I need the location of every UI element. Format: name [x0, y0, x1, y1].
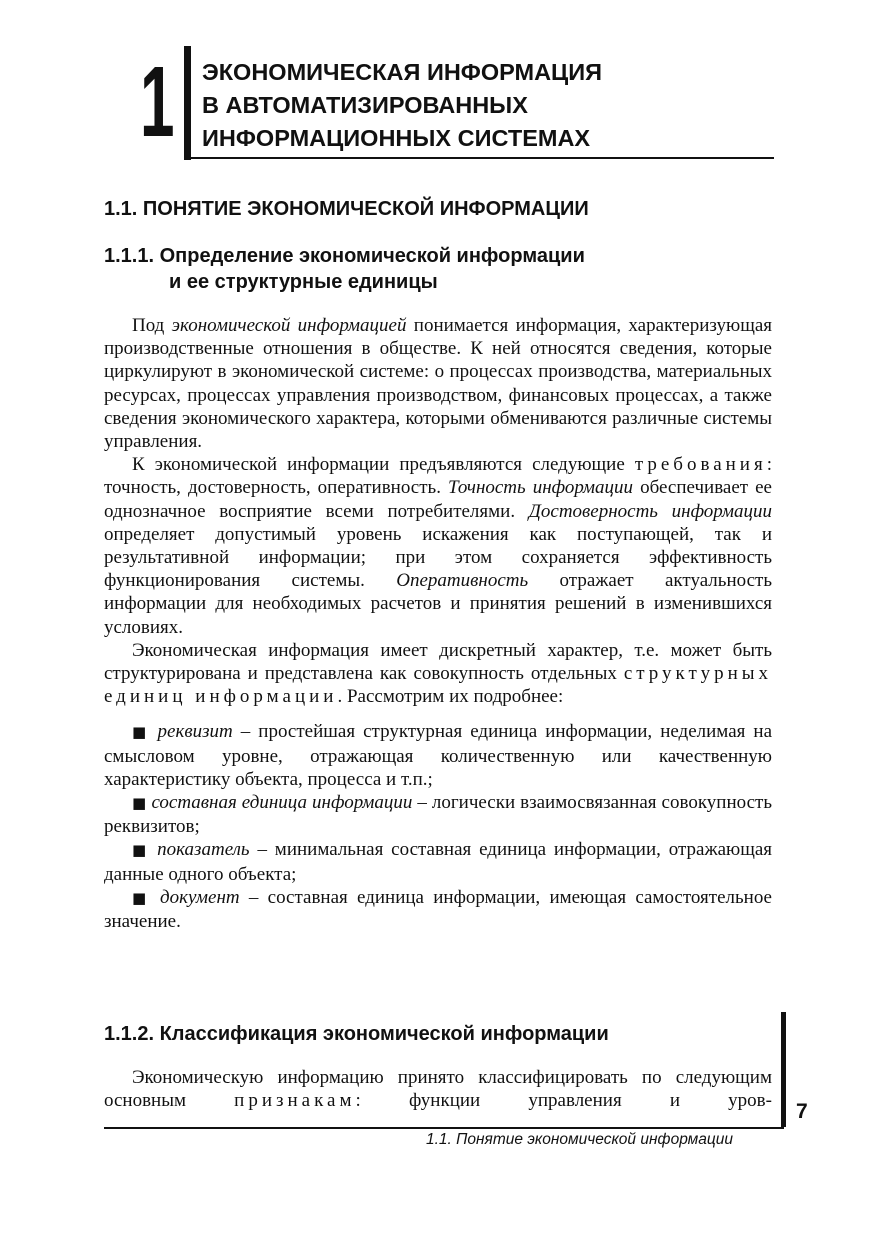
subsection-title: 1.1.2. Классификация экономической информации — [104, 1023, 609, 1045]
spaced-term: структурных единиц информации — [104, 663, 772, 708]
bullet-icon: ■ — [132, 794, 147, 813]
paragraph: Под экономической информацией понимается информация, характеризующая производственные отношения в обществе. К ней относятся сведения, которые циркулируют в экономической системе: о процессах производства, материальных ресурсах, процессах управления производством, финансовых процессах, а также сведения экономического характера, которыми обмениваются различные системы управления. — [104, 315, 772, 453]
footer-rule — [104, 1127, 784, 1129]
subsection-title — [104, 243, 585, 295]
chapter-rule — [184, 157, 774, 159]
list-item: ■ документ – составная единица информации, имеющая самостоятельное значение. — [104, 886, 772, 933]
emphasis-term: экономической информацией — [171, 315, 407, 336]
body-text — [104, 314, 772, 933]
emphasis-term: Точность информации — [448, 477, 634, 499]
chapter-title-line: ЭКОНОМИЧЕСКАЯ ИНФОРМАЦИЯ — [202, 59, 603, 85]
list-item: ■ реквизит – простейшая структурная единица информации, неделимая на смысловом уровне, отражающая количественную или качественную характеристику объекта, процесса и т.п.; — [104, 721, 772, 790]
chapter-number: 1 — [140, 46, 175, 158]
chapter-title-line: ИНФОРМАЦИОННЫХ СИСТЕМАХ — [202, 125, 591, 151]
emphasis-term: Оперативность — [396, 570, 529, 592]
section-title: 1.1. ПОНЯТИЕ ЭКОНОМИЧЕСКОЙ ИНФОРМАЦИИ — [104, 198, 589, 220]
emphasis-term: Достоверность информации — [528, 500, 772, 522]
list-item: ■ показатель – минимальная составная единица информации, отражающая данные одного объекта; — [104, 839, 772, 885]
paragraph: К экономической информации предъявляются следующие требования: точность, достоверность, оперативность. Точность информации обеспечивает ее однозначное восприятие всеми потребителями. Достоверность информации определяет допустимый уровень искажения как поступающей, так и результативной информации; при этом сохраняется эффективность функционирования системы. Оперативность отражает актуальность информации для необходимых расчетов и принятия решений в изменившихся условиях. — [104, 454, 772, 638]
bullet-icon: ■ — [132, 723, 150, 742]
body-text — [104, 1066, 772, 1112]
paragraph: Экономическую информацию принято классифицировать по следующим основным признакам: функции управления и уров- — [104, 1067, 772, 1112]
list-item-term: документ — [159, 886, 240, 908]
subsection-title-line2: и ее структурные единицы — [169, 271, 438, 293]
page-number: 7 — [796, 1100, 808, 1123]
list-item-term: составная единица информации — [151, 792, 413, 814]
chapter-title — [202, 56, 772, 155]
bullet-icon: ■ — [132, 888, 151, 907]
page-edge-bar — [781, 1012, 786, 1127]
chapter-vertical-bar — [184, 46, 191, 160]
paragraph: Экономическая информация имеет дискретный характер, т.е. может быть структурирована и представлена как совокупность отдельных структурных единиц информации. Рассмотрим их подробнее: — [104, 639, 772, 708]
spaced-term: требования — [634, 454, 767, 476]
subsection-title-line1: 1.1.1. Определение экономической информации — [104, 245, 585, 267]
list-item-term: показатель — [157, 839, 250, 861]
chapter-title-line: В АВТОМАТИЗИРОВАННЫХ — [202, 92, 528, 118]
spaced-term: признакам — [234, 1090, 356, 1112]
list-item-term: реквизит — [157, 721, 233, 743]
running-title: 1.1. Понятие экономической информации — [426, 1131, 734, 1148]
bullet-icon: ■ — [132, 841, 150, 860]
list-item: ■ составная единица информации – логически взаимосвязанная совокупность реквизитов; — [104, 792, 772, 838]
